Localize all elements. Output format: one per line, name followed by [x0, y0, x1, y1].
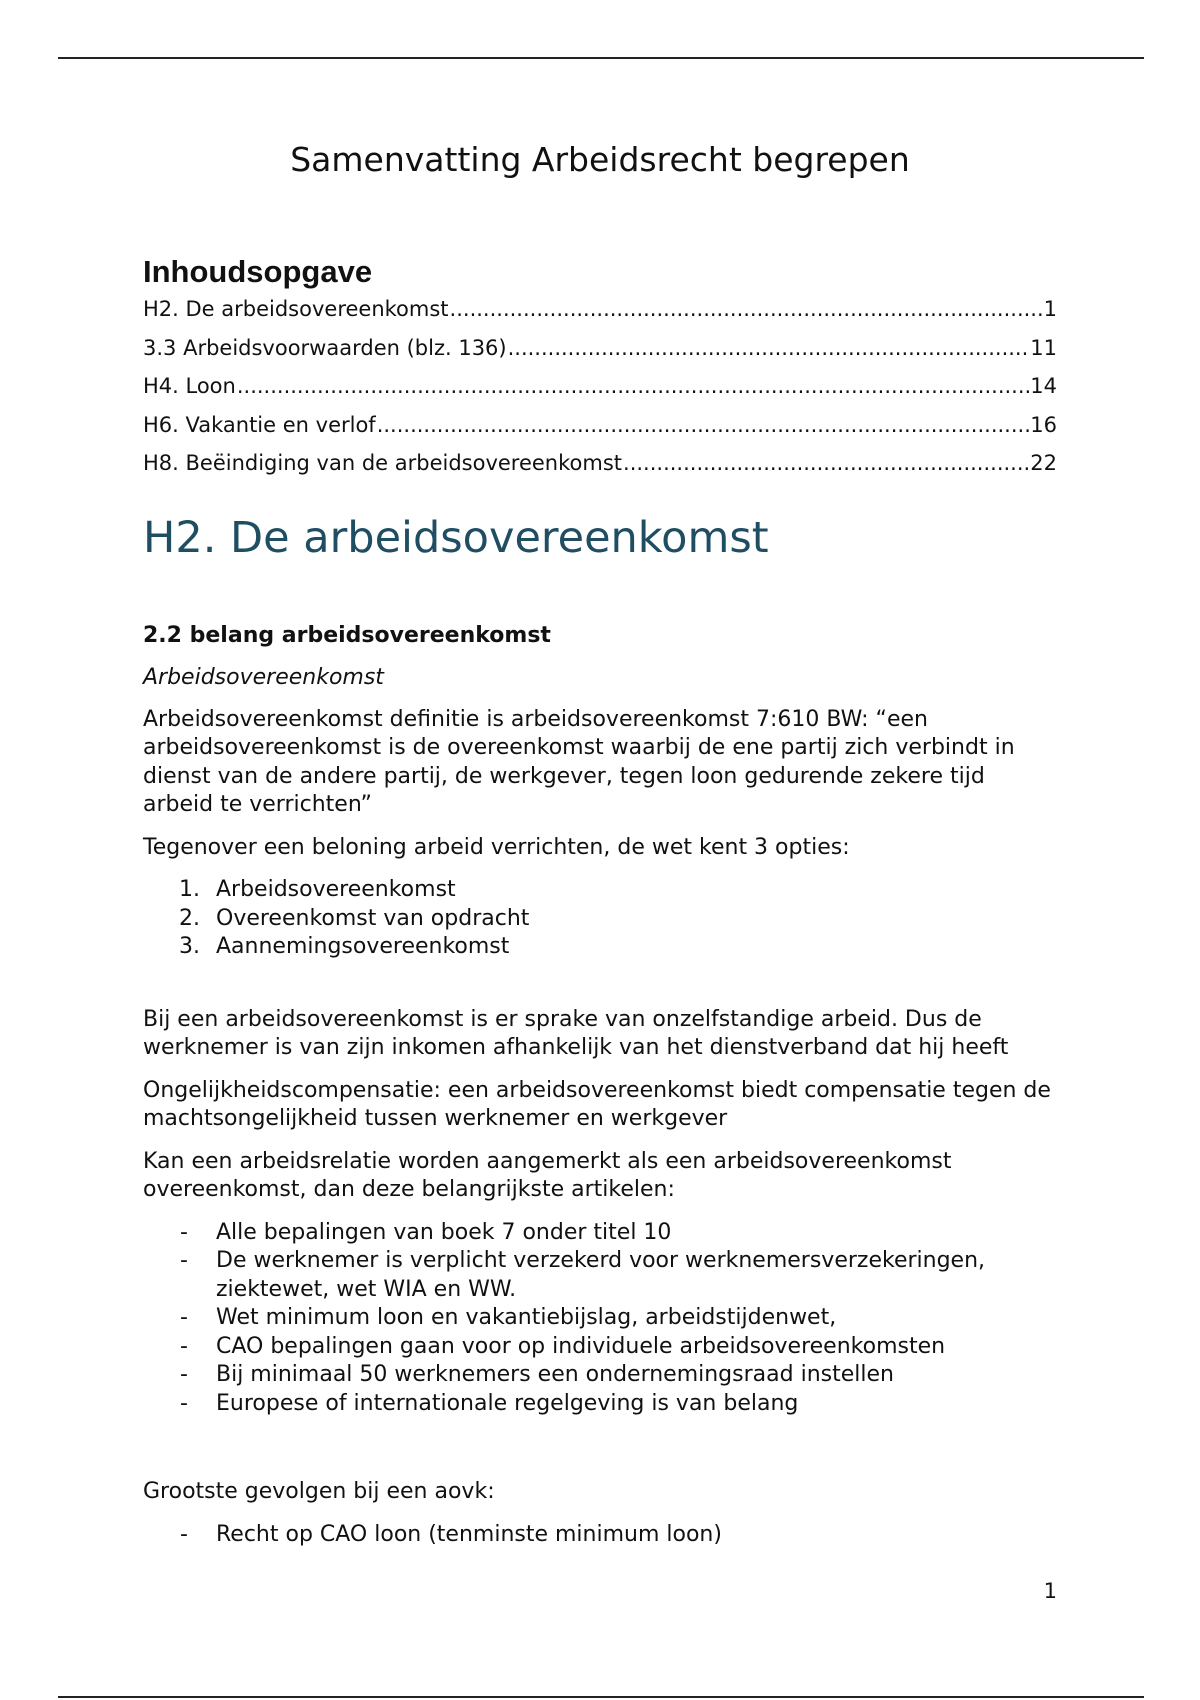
list-item: [143, 1390, 1057, 1419]
toc-dot-leader: [623, 451, 1029, 475]
toc-entry-h4[interactable]: [143, 374, 1057, 413]
compensatie-paragraph: Ongelijkheidscompensatie: een arbeidsovereenkomst biedt compensatie tegen de machtsongelijkheid tussen werknemer en werkgever: [143, 1077, 1051, 1131]
toc-entry-label: H6. Vakantie en verlof: [143, 412, 376, 437]
options-list: [143, 876, 1057, 962]
options-intro-paragraph: Tegenover een beloning arbeid verrichten, de wet kent 3 opties:: [143, 834, 850, 860]
list-item-text: Arbeidsovereenkomst: [216, 877, 456, 902]
artikelen-list: [143, 1219, 1057, 1419]
dash-bullet: -: [180, 1521, 188, 1547]
toc-entry-h8[interactable]: [143, 451, 1057, 490]
toc-dot-leader: [377, 413, 1030, 437]
toc-heading: Inhoudsopgave: [143, 254, 373, 289]
dash-bullet: -: [180, 1248, 188, 1273]
artikelen-intro-paragraph: Kan een arbeidsrelatie worden aangemerkt als een arbeidsovereenkomst overeenkomst, dan deze belangrijkste artikelen:: [143, 1148, 952, 1202]
list-number: 3.: [179, 934, 200, 959]
list-item: [143, 1304, 1057, 1333]
toc-entry-label: 3.3 Arbeidsvoorwaarden (blz. 136): [143, 335, 507, 360]
gevolgen-list: [143, 1521, 1057, 1550]
dash-bullet: -: [180, 1305, 188, 1330]
dash-bullet: -: [180, 1362, 188, 1387]
toc-entry-page: 14: [1030, 374, 1057, 398]
toc-entry-page: 16: [1030, 412, 1057, 437]
dash-bullet: -: [180, 1333, 188, 1359]
subheading: Arbeidsovereenkomst: [143, 664, 384, 690]
onzelfstandig-paragraph: Bij een arbeidsovereenkomst is er sprake van onzelfstandige arbeid. Dus de werknemer is van zijn inkomen afhankelijk van het dienstverband dat hij heeft: [143, 1006, 1009, 1060]
list-item: [143, 1247, 1057, 1304]
list-item: [143, 1219, 1057, 1248]
toc-entry-label: H4. Loon: [143, 374, 236, 398]
toc-dot-leader: [450, 297, 1043, 321]
toc-dot-leader: [237, 374, 1029, 398]
page-content: [143, 254, 1057, 1549]
list-item-text: CAO bepalingen gaan voor op individuele arbeidsovereenkomsten: [216, 1333, 946, 1359]
document-title: Samenvatting Arbeidsrecht begrepen: [290, 140, 910, 179]
dash-bullet: -: [180, 1219, 188, 1245]
chapter-heading: H2. De arbeidsovereenkomst: [143, 512, 769, 563]
list-item-text: Europese of internationale regelgeving is van belang: [216, 1390, 799, 1416]
list-item: [143, 1521, 1057, 1550]
list-item: [143, 1333, 1057, 1362]
table-of-contents: [143, 297, 1057, 490]
dash-bullet: -: [180, 1390, 188, 1416]
toc-entry-label: H8. Beëindiging van de arbeidsovereenkomst: [143, 451, 623, 475]
gevolgen-intro-paragraph: Grootste gevolgen bij een aovk:: [143, 1479, 495, 1504]
toc-entry-page: 22: [1030, 451, 1057, 475]
list-item-text: Overeenkomst van opdracht: [216, 905, 530, 931]
page-number: 1: [1043, 1579, 1057, 1603]
toc-entry-h2[interactable]: [143, 297, 1057, 336]
list-item-text: Wet minimum loon en vakantiebijslag, arbeidstijdenwet,: [216, 1305, 837, 1330]
toc-entry-h6[interactable]: [143, 413, 1057, 452]
list-item: [143, 905, 1057, 934]
section-heading: 2.2 belang arbeidsovereenkomst: [143, 622, 551, 648]
list-item-text: De werknemer is verplicht verzekerd voor werknemersverzekeringen, ziektewet, wet WIA en WW.: [216, 1248, 986, 1302]
footer-rule: [58, 1696, 1144, 1698]
list-item: [143, 1361, 1057, 1390]
toc-dot-leader: [508, 336, 1030, 360]
toc-entry-3-3[interactable]: [143, 336, 1057, 375]
list-item-text: Alle bepalingen van boek 7 onder titel 10: [216, 1219, 672, 1245]
list-item: [143, 876, 1057, 905]
list-number: 1.: [179, 877, 200, 902]
header-rule: [58, 57, 1144, 59]
list-item-text: Recht op CAO loon (tenminste minimum loon): [216, 1521, 722, 1547]
list-item-text: Aannemingsovereenkomst: [216, 934, 510, 959]
toc-entry-label: H2. De arbeidsovereenkomst: [143, 297, 449, 321]
definition-paragraph: Arbeidsovereenkomst definitie is arbeidsovereenkomst 7:610 BW: “een arbeidsovereenkomst is de overeenkomst waarbij de ene partij zich verbindt in dienst van de andere partij, de werkgever, tegen loon gedurende zekere tijd arbeid te verrichten”: [143, 706, 1015, 817]
list-item-text: Bij minimaal 50 werknemers een ondernemingsraad instellen: [216, 1362, 894, 1387]
toc-entry-page: 11: [1030, 335, 1057, 360]
list-number: 2.: [179, 905, 200, 931]
toc-entry-page: 1: [1043, 297, 1057, 321]
list-item: [143, 933, 1057, 962]
